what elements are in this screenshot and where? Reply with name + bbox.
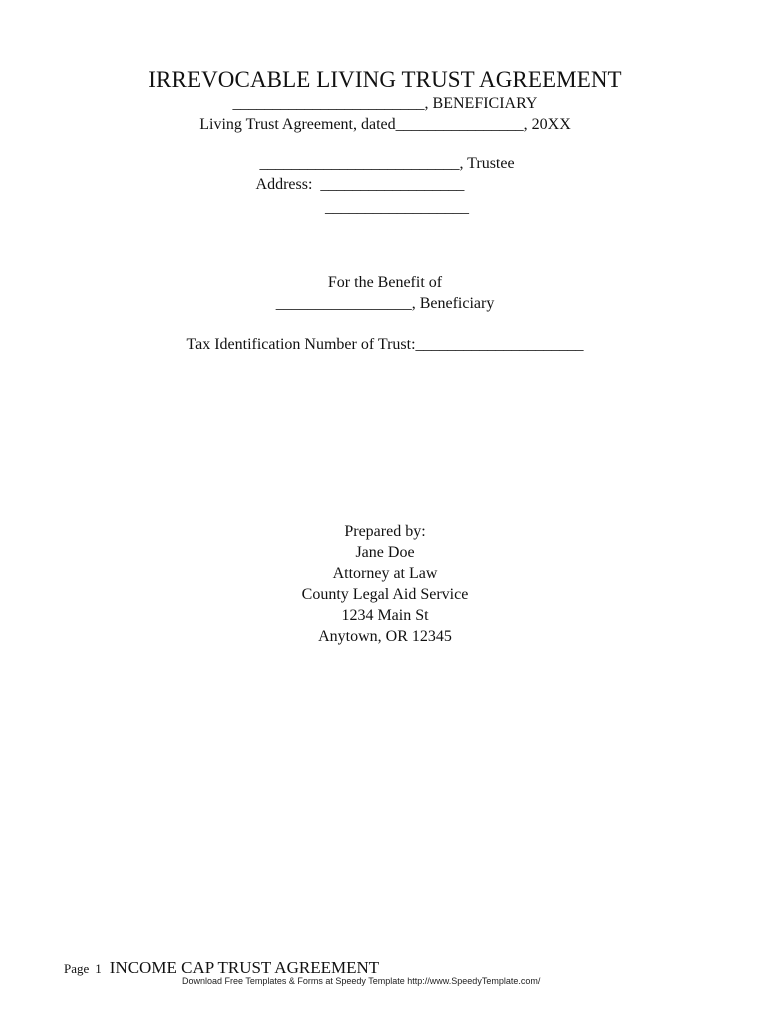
preparer-title: Attorney at Law bbox=[332, 565, 438, 582]
trustee-line: _________________________, Trustee bbox=[259, 155, 515, 172]
for-benefit-heading: For the Benefit of bbox=[327, 274, 443, 291]
document-title: IRREVOCABLE LIVING TRUST AGREEMENT bbox=[148, 67, 622, 92]
address-line: Address: __________________ bbox=[255, 176, 465, 193]
footer-page-number: 1 bbox=[95, 961, 102, 976]
agreement-dated-line: Living Trust Agreement, dated________________, 20XX bbox=[199, 116, 571, 133]
preparer-street: 1234 Main St bbox=[341, 607, 429, 624]
preparer-organization: County Legal Aid Service bbox=[301, 586, 469, 603]
page-footer bbox=[64, 959, 379, 977]
footer-page-label: Page bbox=[64, 961, 90, 976]
address-line-2: __________________ bbox=[325, 199, 469, 216]
preparer-city: Anytown, OR 12345 bbox=[318, 628, 452, 645]
beneficiary-line: ________________________, BENEFICIARY bbox=[232, 95, 538, 112]
prepared-by-label: Prepared by: bbox=[344, 523, 426, 540]
tax-id-line: Tax Identification Number of Trust:_____________________ bbox=[186, 336, 584, 353]
footer-document-name: INCOME CAP TRUST AGREEMENT bbox=[109, 958, 380, 977]
download-note-link[interactable]: Download Free Templates & Forms at Speedy Template http://www.SpeedyTemplate.com/ bbox=[182, 976, 541, 986]
beneficiary-line-2: _________________, Beneficiary bbox=[275, 295, 495, 312]
preparer-name: Jane Doe bbox=[355, 544, 415, 561]
